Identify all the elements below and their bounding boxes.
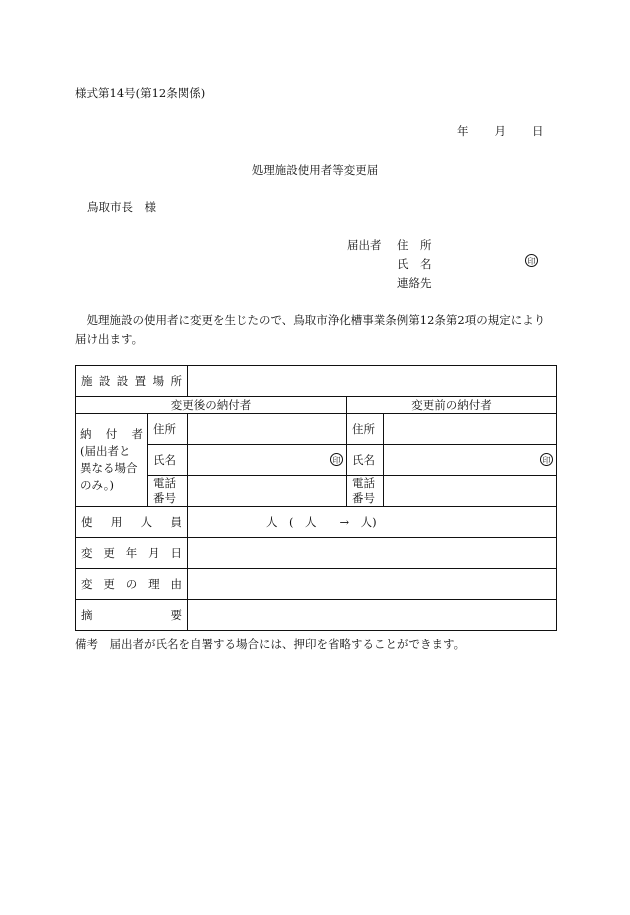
change-date-label	[76, 538, 188, 569]
location-label	[76, 366, 188, 397]
notifier-name-label: 氏 名	[397, 257, 432, 271]
users-label-char: 員	[170, 515, 182, 529]
change-date-field[interactable]	[188, 538, 557, 569]
location-label-char: 場	[152, 374, 165, 388]
users-label-char: 使	[81, 515, 93, 529]
remarks-label-char: 摘	[81, 608, 93, 622]
reason-label-char: 由	[170, 577, 182, 591]
after-name-field[interactable]	[188, 445, 347, 476]
reason-label-char: 変	[81, 577, 93, 591]
before-address-label: 住所	[347, 414, 384, 445]
remarks-label-char: 要	[170, 608, 182, 622]
after-phone-field[interactable]	[188, 476, 347, 507]
payer-label-line2: (届出者と	[80, 444, 131, 458]
location-label-char: 設	[98, 374, 111, 388]
users-label-char: 人	[140, 515, 153, 529]
location-label-char: 置	[134, 374, 147, 388]
after-header: 変更後の納付者	[76, 397, 347, 414]
change-date-label-char: 年	[125, 546, 138, 560]
before-phone-field[interactable]	[384, 476, 557, 507]
footnote: 備考 届出者が氏名を自署する場合には、押印を省略することができます。	[75, 637, 466, 651]
remarks-label	[76, 600, 188, 631]
location-label-char: 施	[81, 374, 93, 388]
after-name-label: 氏名	[148, 445, 188, 476]
users-label	[76, 507, 188, 538]
change-date-label-char: 月	[148, 546, 160, 560]
reason-label	[76, 569, 188, 600]
before-name-label: 氏名	[347, 445, 384, 476]
reason-label-char: 理	[148, 577, 160, 591]
before-header: 変更前の納付者	[347, 397, 557, 414]
payer-label-char: 付	[105, 427, 118, 441]
before-phone-label	[347, 476, 384, 507]
after-phone-line1: 電話	[153, 476, 176, 490]
reason-label-char: の	[125, 577, 138, 591]
change-date-label-char: 変	[81, 546, 93, 560]
after-address-field[interactable]	[188, 414, 347, 445]
after-address-label: 住所	[148, 414, 188, 445]
form-table	[75, 365, 557, 631]
payer-label-line4: のみ。)	[80, 478, 114, 492]
after-phone-line2: 番号	[153, 491, 176, 505]
notifier-label: 届出者	[347, 238, 382, 252]
form-number: 様式第14号(第12条関係)	[75, 86, 206, 100]
notifier-contact-label: 連絡先	[397, 276, 432, 290]
date-month: 月	[494, 124, 506, 138]
date-line	[457, 123, 544, 139]
addressee: 鳥取市長 様	[87, 200, 156, 214]
before-name-field[interactable]	[384, 445, 557, 476]
before-address-field[interactable]	[384, 414, 557, 445]
change-date-label-char: 更	[103, 546, 115, 560]
location-label-char: 設	[116, 374, 129, 388]
after-seal-icon: 印	[330, 453, 343, 466]
body-text: 処理施設の使用者に変更を生じたので、鳥取市浄化槽事業条例第12条第2項の規定により届け出ます。	[75, 313, 546, 346]
before-seal-icon: 印	[540, 453, 553, 466]
users-field[interactable]: 人 ( 人 → 人)	[188, 507, 557, 538]
payer-label-line3: 異なる場合	[80, 461, 138, 475]
payer-label-char: 納	[80, 427, 92, 441]
date-day: 日	[532, 124, 544, 138]
location-field[interactable]	[188, 366, 557, 397]
reason-field[interactable]	[188, 569, 557, 600]
before-phone-line1: 電話	[352, 476, 375, 490]
users-label-char: 用	[110, 515, 123, 529]
change-date-label-char: 日	[170, 546, 182, 560]
date-year: 年	[457, 124, 469, 138]
document-title: 処理施設使用者等変更届	[251, 163, 379, 177]
remarks-field[interactable]	[188, 600, 557, 631]
before-phone-line2: 番号	[352, 491, 375, 505]
after-phone-label	[148, 476, 188, 507]
reason-label-char: 更	[103, 577, 115, 591]
notifier-address-label: 住 所	[397, 238, 432, 252]
location-label-char: 所	[170, 374, 182, 388]
notifier-seal-icon: 印	[525, 254, 538, 267]
notifier-block	[347, 236, 432, 293]
payer-label	[76, 414, 148, 507]
payer-label-char: 者	[131, 427, 143, 441]
